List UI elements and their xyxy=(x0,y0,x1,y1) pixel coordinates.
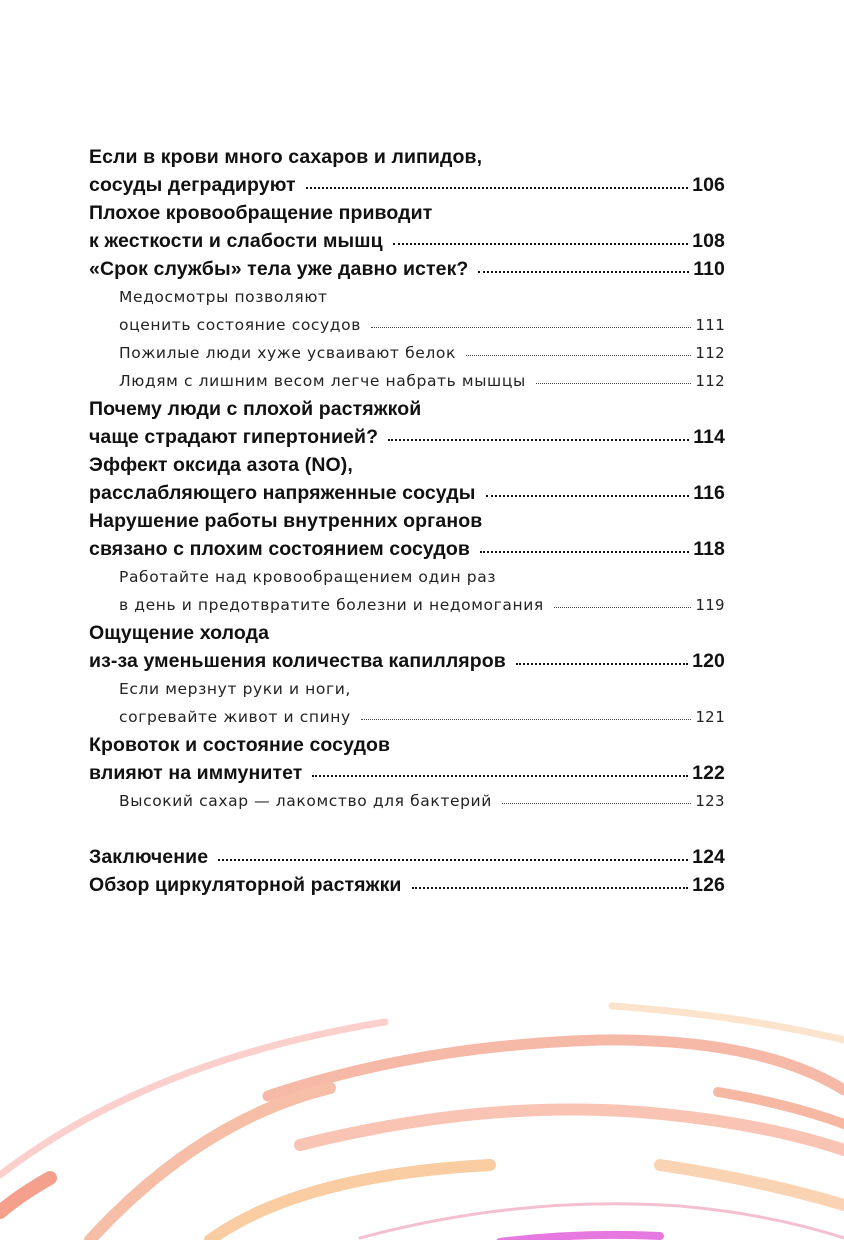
toc-title: Пожилые люди хуже усваивают белок xyxy=(119,344,456,362)
toc-entry[interactable] xyxy=(89,451,725,507)
toc-title: расслабляющего напряженные сосуды xyxy=(89,482,476,504)
toc-title: Ощущение холода xyxy=(89,622,270,644)
page-number: 124 xyxy=(692,846,725,868)
toc-line xyxy=(89,171,725,199)
toc-entry[interactable] xyxy=(89,199,725,255)
toc-line xyxy=(119,311,725,339)
toc-line xyxy=(119,339,725,367)
dot-leader xyxy=(388,439,689,441)
page-number: 112 xyxy=(695,372,725,390)
toc-entry[interactable] xyxy=(89,731,725,787)
dot-leader xyxy=(371,327,691,328)
toc-line xyxy=(119,563,725,591)
toc-subentry[interactable] xyxy=(89,563,725,619)
toc-line xyxy=(89,619,725,647)
toc-title: Медосмотры позволяют xyxy=(119,288,328,306)
toc-line xyxy=(89,395,725,423)
page-number: 120 xyxy=(692,650,725,672)
toc-line xyxy=(89,227,725,255)
toc-line xyxy=(89,199,725,227)
toc-subentry[interactable] xyxy=(89,675,725,731)
toc-line xyxy=(89,479,725,507)
toc-line xyxy=(89,423,725,451)
toc-line xyxy=(119,703,725,731)
toc-title: оценить состояние сосудов xyxy=(119,316,361,334)
dot-leader xyxy=(536,383,691,384)
toc-title: чаще страдают гипертонией? xyxy=(89,426,379,448)
toc-line xyxy=(89,843,725,871)
toc-title: сосуды деградируют xyxy=(89,174,296,196)
dot-leader xyxy=(480,551,689,553)
toc-line xyxy=(119,283,725,311)
toc-line xyxy=(89,759,725,787)
dot-leader xyxy=(502,803,691,804)
toc-title: согревайте живот и спину xyxy=(119,708,351,726)
toc-entry[interactable] xyxy=(89,619,725,675)
toc-subentry[interactable] xyxy=(89,339,725,367)
arc xyxy=(500,1235,660,1240)
toc-line xyxy=(89,731,725,759)
dot-leader xyxy=(516,663,688,665)
toc-title: Если в крови много сахаров и липидов, xyxy=(89,146,483,168)
arc xyxy=(612,1006,844,1040)
dot-leader xyxy=(312,775,688,777)
toc-entry[interactable] xyxy=(89,255,725,283)
toc-title: Почему люди с плохой растяжкой xyxy=(89,398,422,420)
arc xyxy=(268,1040,844,1096)
arc xyxy=(0,1178,50,1212)
page-number: 106 xyxy=(692,174,725,196)
toc-title: связано с плохим состоянием сосудов xyxy=(89,538,470,560)
toc-line xyxy=(89,507,725,535)
page-number: 121 xyxy=(695,708,725,726)
page-number: 119 xyxy=(695,596,725,614)
toc-title: Эффект оксида азота (NO), xyxy=(89,454,353,476)
dot-leader xyxy=(466,355,691,356)
arc xyxy=(210,1165,490,1240)
toc-line xyxy=(89,871,725,899)
page-number: 108 xyxy=(692,230,725,252)
dot-leader xyxy=(478,271,689,273)
toc-subentry[interactable] xyxy=(89,283,725,339)
toc-line xyxy=(119,675,725,703)
toc-entry[interactable] xyxy=(89,871,725,899)
page-number: 116 xyxy=(693,482,725,504)
toc-line xyxy=(89,647,725,675)
toc-title: «Срок службы» тела уже давно истек? xyxy=(89,258,469,280)
page-number: 122 xyxy=(692,762,725,784)
decorative-arcs xyxy=(0,990,844,1240)
page-number: 112 xyxy=(695,344,725,362)
toc-title: в день и предотвратите болезни и недомогания xyxy=(119,596,544,614)
dot-leader xyxy=(218,859,688,861)
dot-leader xyxy=(306,187,689,189)
arc xyxy=(660,1165,844,1205)
toc-title: Кровоток и состояние сосудов xyxy=(89,734,391,756)
page-number: 111 xyxy=(695,316,725,334)
toc-line xyxy=(119,787,725,815)
toc-entry[interactable] xyxy=(89,507,725,563)
toc-entry[interactable] xyxy=(89,843,725,871)
toc-line xyxy=(119,367,725,395)
page-number: 110 xyxy=(693,258,725,280)
toc-title: Людям с лишним весом легче набрать мышцы xyxy=(119,372,526,390)
toc-line xyxy=(89,255,725,283)
arc xyxy=(300,1109,844,1150)
toc-title: Если мерзнут руки и ноги, xyxy=(119,680,351,698)
dot-leader xyxy=(412,887,689,889)
page-number: 123 xyxy=(695,792,725,810)
toc-title: Заключение xyxy=(89,846,209,868)
toc-subentry[interactable] xyxy=(89,367,725,395)
toc-entry[interactable] xyxy=(89,395,725,451)
page-number: 126 xyxy=(692,874,725,896)
toc-title: влияют на иммунитет xyxy=(89,762,303,784)
toc-entry[interactable] xyxy=(89,143,725,199)
toc-line xyxy=(119,591,725,619)
toc-line xyxy=(89,535,725,563)
dot-leader xyxy=(486,495,690,497)
toc-title: Нарушение работы внутренних органов xyxy=(89,510,483,532)
toc-title: из-за уменьшения количества капилляров xyxy=(89,650,506,672)
toc-title: Работайте над кровообращением один раз xyxy=(119,568,497,586)
toc-title: к жесткости и слабости мышц xyxy=(89,230,383,252)
toc-title: Плохое кровообращение приводит xyxy=(89,202,433,224)
page-number: 114 xyxy=(693,426,725,448)
arc xyxy=(90,1088,330,1240)
table-of-contents xyxy=(89,143,725,899)
toc-subentry[interactable] xyxy=(89,787,725,815)
dot-leader xyxy=(554,607,691,608)
page-number: 118 xyxy=(693,538,725,560)
toc-title: Обзор циркуляторной растяжки xyxy=(89,874,402,896)
toc-title: Высокий сахар — лакомство для бактерий xyxy=(119,792,492,810)
toc-line xyxy=(89,451,725,479)
toc-line xyxy=(89,143,725,171)
toc-spacer xyxy=(89,815,725,843)
dot-leader xyxy=(361,719,691,720)
dot-leader xyxy=(393,243,688,245)
